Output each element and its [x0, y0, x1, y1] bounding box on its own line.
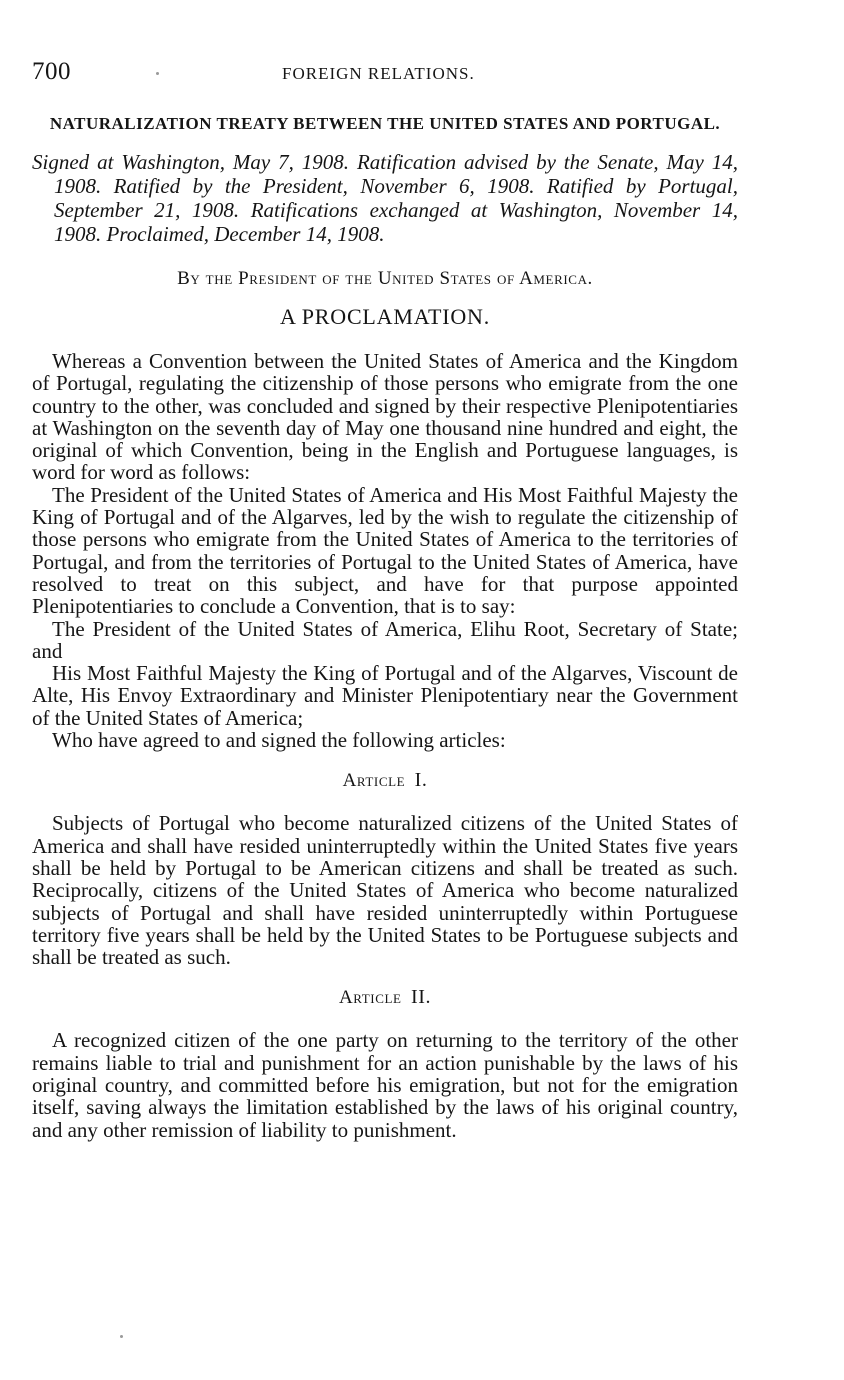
proclamation-heading: A PROCLAMATION. [279, 304, 491, 329]
article-2-text: A recognized citizen of the one party on returning to the territory of the other remains liable to trial and punishment for an action punishable by the laws of his original country, and committed before his emigration, but not for the emigration itself, saving always the limitation established by the laws of his original country, and any other remission of liability to punishment. [32, 1028, 738, 1142]
whereas-paragraph: Whereas a Convention between the United States of America and the Kingdom of Portugal, regulating the citizenship of those persons who emigrate from the one country to the other, was concluded and signed by their respective Plenipotentiaries at Washington on the seventh day of May one thousand nine hundred and eight, the original of which Convention, being in the English and Portuguese languages, is word for word as follows: [32, 349, 738, 485]
document-page [32, 58, 738, 1141]
proclamation-body [32, 350, 738, 751]
running-header-title: FOREIGN RELATIONS. [282, 64, 475, 83]
article-2-label: Article [338, 987, 402, 1009]
article-1-text: Subjects of Portugal who become naturalized citizens of the United States of America and shall have resided uninterruptedly within the United States five years shall be held by Portugal to be American citizens and shall be treated as such. Reciprocally, citizens of the United States of America who become naturalized subjects of Portugal and shall have resided uninterruptedly within Portuguese territory five years shall be held by the United States to be Portuguese subjects and shall be treated as such. [32, 811, 738, 970]
article-1 [32, 769, 738, 968]
article-2-numeral: II. [410, 986, 432, 1009]
article-1-label: Article [342, 770, 406, 792]
article-1-numeral: I. [414, 769, 428, 792]
scan-speck [156, 72, 159, 75]
president-line: By the President of the United States of America. [177, 268, 593, 289]
us-plenipotentiary-paragraph: The President of the United States of America, Elihu Root, Secretary of State; and [32, 616, 738, 663]
portugal-plenipotentiary-paragraph: His Most Faithful Majesty the King of Portugal and of the Algarves, Viscount de Alte, His Envoy Extraordinary and Minister Plenipotentiary near the Government of the United States of America; [32, 661, 738, 730]
preamble-paragraph: The President of the United States of America and His Most Faithful Majesty the King of Portugal and of the Algarves, led by the wish to regulate the citizenship of those persons who emigrate from the United States of America to the territories of Portugal, and from the territories of Portugal to the United States of America, have resolved to treat on this subject, and have for that purpose appointed Plenipotentiaries to conclude a Convention, that is to say: [32, 482, 738, 619]
running-header [32, 58, 738, 92]
article-2 [32, 986, 738, 1140]
page-number: 700 [32, 58, 71, 85]
article-1-heading [32, 769, 738, 792]
treaty-title: NATURALIZATION TREATY BETWEEN THE UNITED STATES AND PORTUGAL. [49, 114, 721, 133]
agreement-paragraph: Who have agreed to and signed the following articles: [52, 728, 506, 753]
article-2-heading [32, 986, 738, 1009]
scan-speck [120, 1335, 123, 1338]
treaty-signing-dates: Signed at Washington, May 7, 1908. Ratification advised by the Senate, May 14, 1908. Ratified by the President, November 6, 1908. Ratified by Portugal, September 21, 1908. Ratifications exchanged at Washington, November 14, 1908. Proclaimed, December 14, 1908. [32, 150, 738, 246]
